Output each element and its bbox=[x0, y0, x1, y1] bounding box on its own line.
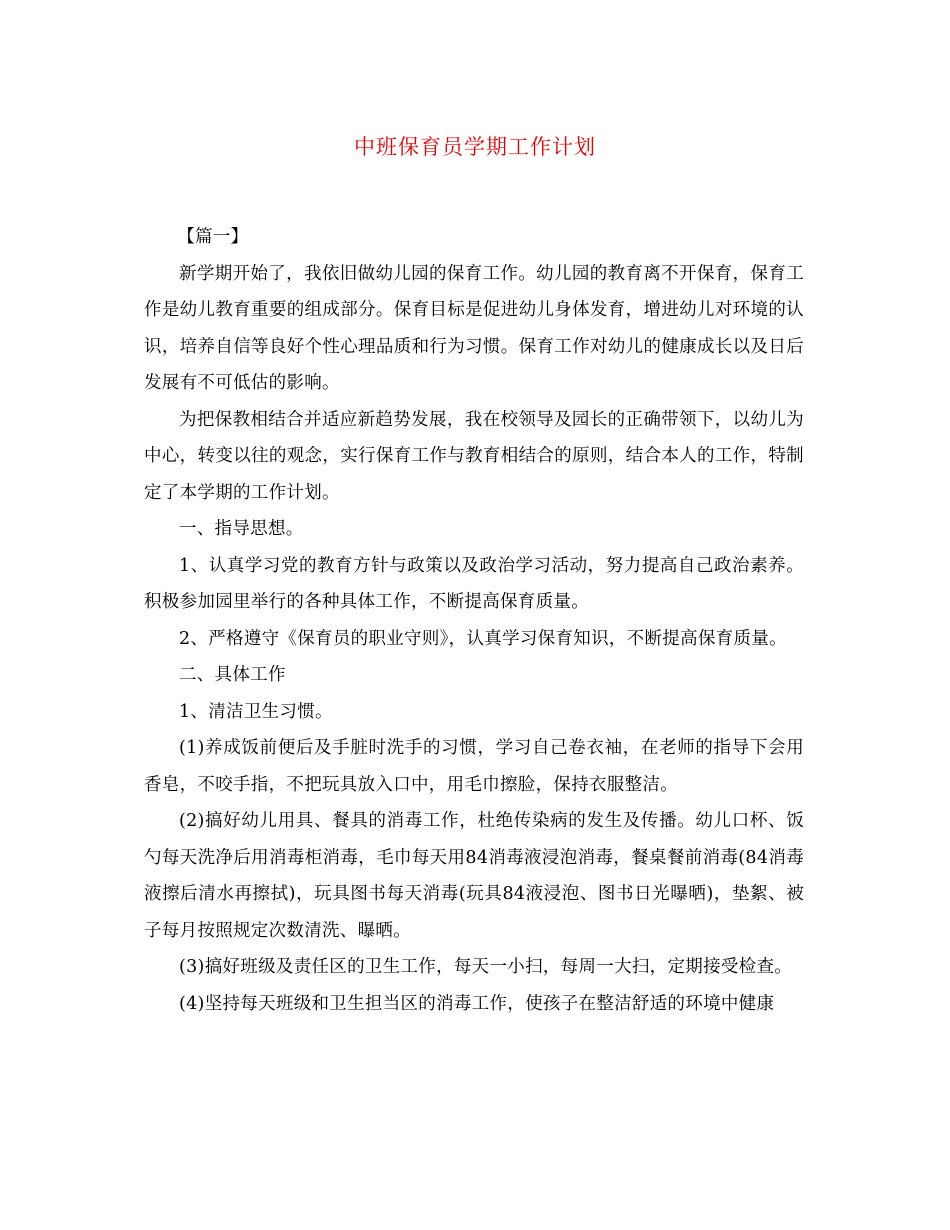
paragraph: 为把保教相结合并适应新趋势发展，我在校领导及园长的正确带领下，以幼儿为中心，转变以往的观念，实行保育工作与教育相结合的原则，结合本人的工作，特制定了本学期的工作计划。 bbox=[144, 409, 804, 503]
paragraph: 新学期开始了，我依旧做幼儿园的保育工作。幼儿园的教育离不开保育，保育工作是幼儿教育重要的组成部分。保育目标是促进幼儿身体发育，增进幼儿对环境的认识，培养自信等良好个性心理品质和行为习惯。保育工作对幼儿的健康成长以及日后发展有不可低估的影响。 bbox=[144, 263, 804, 393]
document-body bbox=[144, 219, 804, 1022]
subheading-hygiene-habits: 1、清洁卫生习惯。 bbox=[179, 701, 333, 722]
paragraph: 2、严格遵守《保育员的职业守则》，认真学习保育知识，不断提高保育质量。 bbox=[179, 628, 787, 649]
paragraph: (2)搞好幼儿用具、餐具的消毒工作，杜绝传染病的发生及传播。幼儿口杯、饭勺每天洗净后用消毒柜消毒，毛巾每天用84消毒液浸泡消毒，餐桌餐前消毒(84消毒液擦后清水再擦拭)，玩具图书每天消毒(玩具84液浸泡、图书日光曝晒)，垫絮、被子每月按照规定次数清洗、曝晒。 bbox=[144, 811, 804, 941]
paragraph: (3)搞好班级及责任区的卫生工作，每天一小扫，每周一大扫，定期接受检查。 bbox=[179, 957, 793, 977]
document-title: 中班保育员学期工作计划 bbox=[354, 135, 596, 159]
paragraph: (1)养成饭前便后及手脏时洗手的习惯，学习自己卷衣袖，在老师的指导下会用香皂，不咬手指，不把玩具放入口中，用毛巾擦脸，保持衣服整洁。 bbox=[144, 738, 804, 795]
heading-specific-work: 二、具体工作 bbox=[179, 665, 286, 685]
section-heading-part-one: 【篇一】 bbox=[177, 227, 249, 247]
paragraph: (4)坚持每天班级和卫生担当区的消毒工作，使孩子在整洁舒适的环境中健康 bbox=[179, 993, 775, 1014]
paragraph: 1、认真学习党的教育方针与政策以及政治学习活动，努力提高自己政治素养。积极参加园里举行的各种具体工作，不断提高保育质量。 bbox=[144, 555, 804, 612]
heading-guiding-ideology: 一、指导思想。 bbox=[179, 519, 304, 539]
